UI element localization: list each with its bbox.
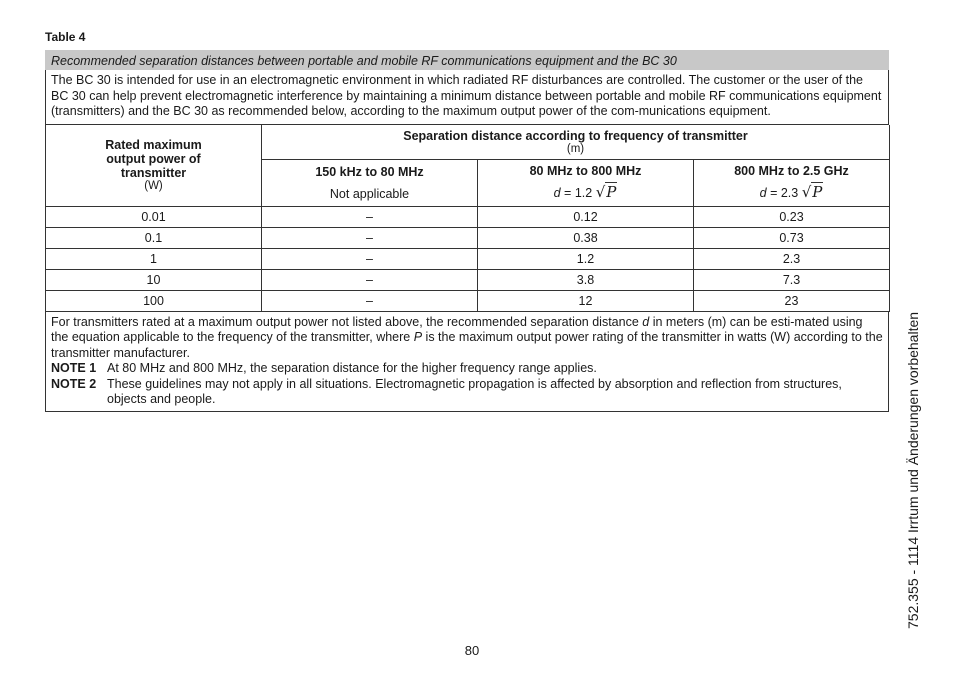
- cell-band-2: 12: [478, 290, 694, 311]
- intro-paragraph: The BC 30 is intended for use in an electromagnetic environment in which radiated RF disturbances are controlled. The customer or the user of the BC 30 can help prevent electromagnetic interference by maintaining a minimum distance between portable and mobile RF communications equipment (transmitters) and the BC 30 as recommended below, according to the maximum output power of the com-munications equipment.: [45, 70, 889, 125]
- cell-power: 0.01: [46, 206, 262, 227]
- page-number: 80: [464, 643, 480, 658]
- footer-paragraph: For transmitters rated at a maximum output power not listed above, the recommended separation distance d in meters (m) can be esti-mated using the equation applicable to the frequency of the transmitter, where P is the maximum output power rating of the transmitter in watts (W) according to the transmitter manufacturer.: [51, 314, 883, 360]
- table-row: [46, 290, 890, 311]
- cell-power: 0.1: [46, 227, 262, 248]
- cell-band-3: 2.3: [694, 248, 890, 269]
- cell-band-1: –: [262, 248, 478, 269]
- distance-header-unit: (m): [566, 142, 585, 155]
- note-1: [51, 361, 883, 377]
- sqrt-icon: √P: [801, 183, 823, 201]
- table-row: [46, 248, 890, 269]
- cell-band-1: –: [262, 206, 478, 227]
- distance-header: [262, 125, 890, 160]
- cell-power: 1: [46, 248, 262, 269]
- factor-2: 1.2: [574, 186, 593, 200]
- power-header-label: Rated maximum output power of transmitter: [105, 138, 202, 180]
- power-header-unit: (W): [144, 180, 163, 192]
- cell-band-2: 1.2: [478, 248, 694, 269]
- cell-band-3: 0.23: [694, 206, 890, 227]
- table-label: Table 4: [45, 30, 86, 44]
- table-row: [46, 227, 890, 248]
- power-header: [46, 125, 262, 207]
- band-label-2: 80 MHz to 800 MHz: [529, 164, 642, 178]
- cell-band-3: 7.3: [694, 269, 890, 290]
- band-label-3: 800 MHz to 2.5 GHz: [734, 164, 849, 178]
- note-2: [51, 377, 883, 408]
- cell-band-1: –: [262, 227, 478, 248]
- side-margin-text: 752.355 - 1114 Irrtum und Änderungen vorbehalten: [905, 311, 921, 629]
- distance-header-label: Separation distance according to frequency of transmitter: [403, 128, 748, 143]
- cell-band-3: 23: [694, 290, 890, 311]
- band-header-3: [694, 159, 890, 206]
- band-note-1: Not applicable: [329, 186, 410, 201]
- table-row: [46, 206, 890, 227]
- cell-band-3: 0.73: [694, 227, 890, 248]
- cell-band-1: –: [262, 290, 478, 311]
- separation-table: [45, 125, 890, 312]
- note-label: NOTE 2: [51, 376, 97, 391]
- band-formula-3: d = 2.3 √P: [759, 183, 823, 201]
- band-label-1: 150 kHz to 80 MHz: [315, 164, 424, 179]
- sqrt-icon: √P: [595, 183, 617, 201]
- cell-band-2: 3.8: [478, 269, 694, 290]
- band-header-1: [262, 159, 478, 206]
- table-caption: Recommended separation distances between portable and mobile RF communications equipment and the BC 30: [45, 50, 889, 70]
- band-formula-2: d = 1.2 √P: [553, 183, 617, 201]
- table-frame: [45, 50, 889, 412]
- cell-power: 100: [46, 290, 262, 311]
- cell-band-2: 0.38: [478, 227, 694, 248]
- note-label: NOTE 1: [51, 361, 97, 375]
- cell-band-1: –: [262, 269, 478, 290]
- footer-notes: [45, 312, 889, 412]
- cell-band-2: 0.12: [478, 206, 694, 227]
- cell-power: 10: [46, 269, 262, 290]
- factor-3: 2.3: [780, 186, 799, 200]
- table-row: [46, 269, 890, 290]
- note-text: At 80 MHz and 800 MHz, the separation distance for the higher frequency range applies.: [107, 361, 597, 375]
- note-text: These guidelines may not apply in all situations. Electromagnetic propagation is affected by absorption and reflection from structures, objects and people.: [107, 376, 842, 406]
- band-header-2: [478, 159, 694, 206]
